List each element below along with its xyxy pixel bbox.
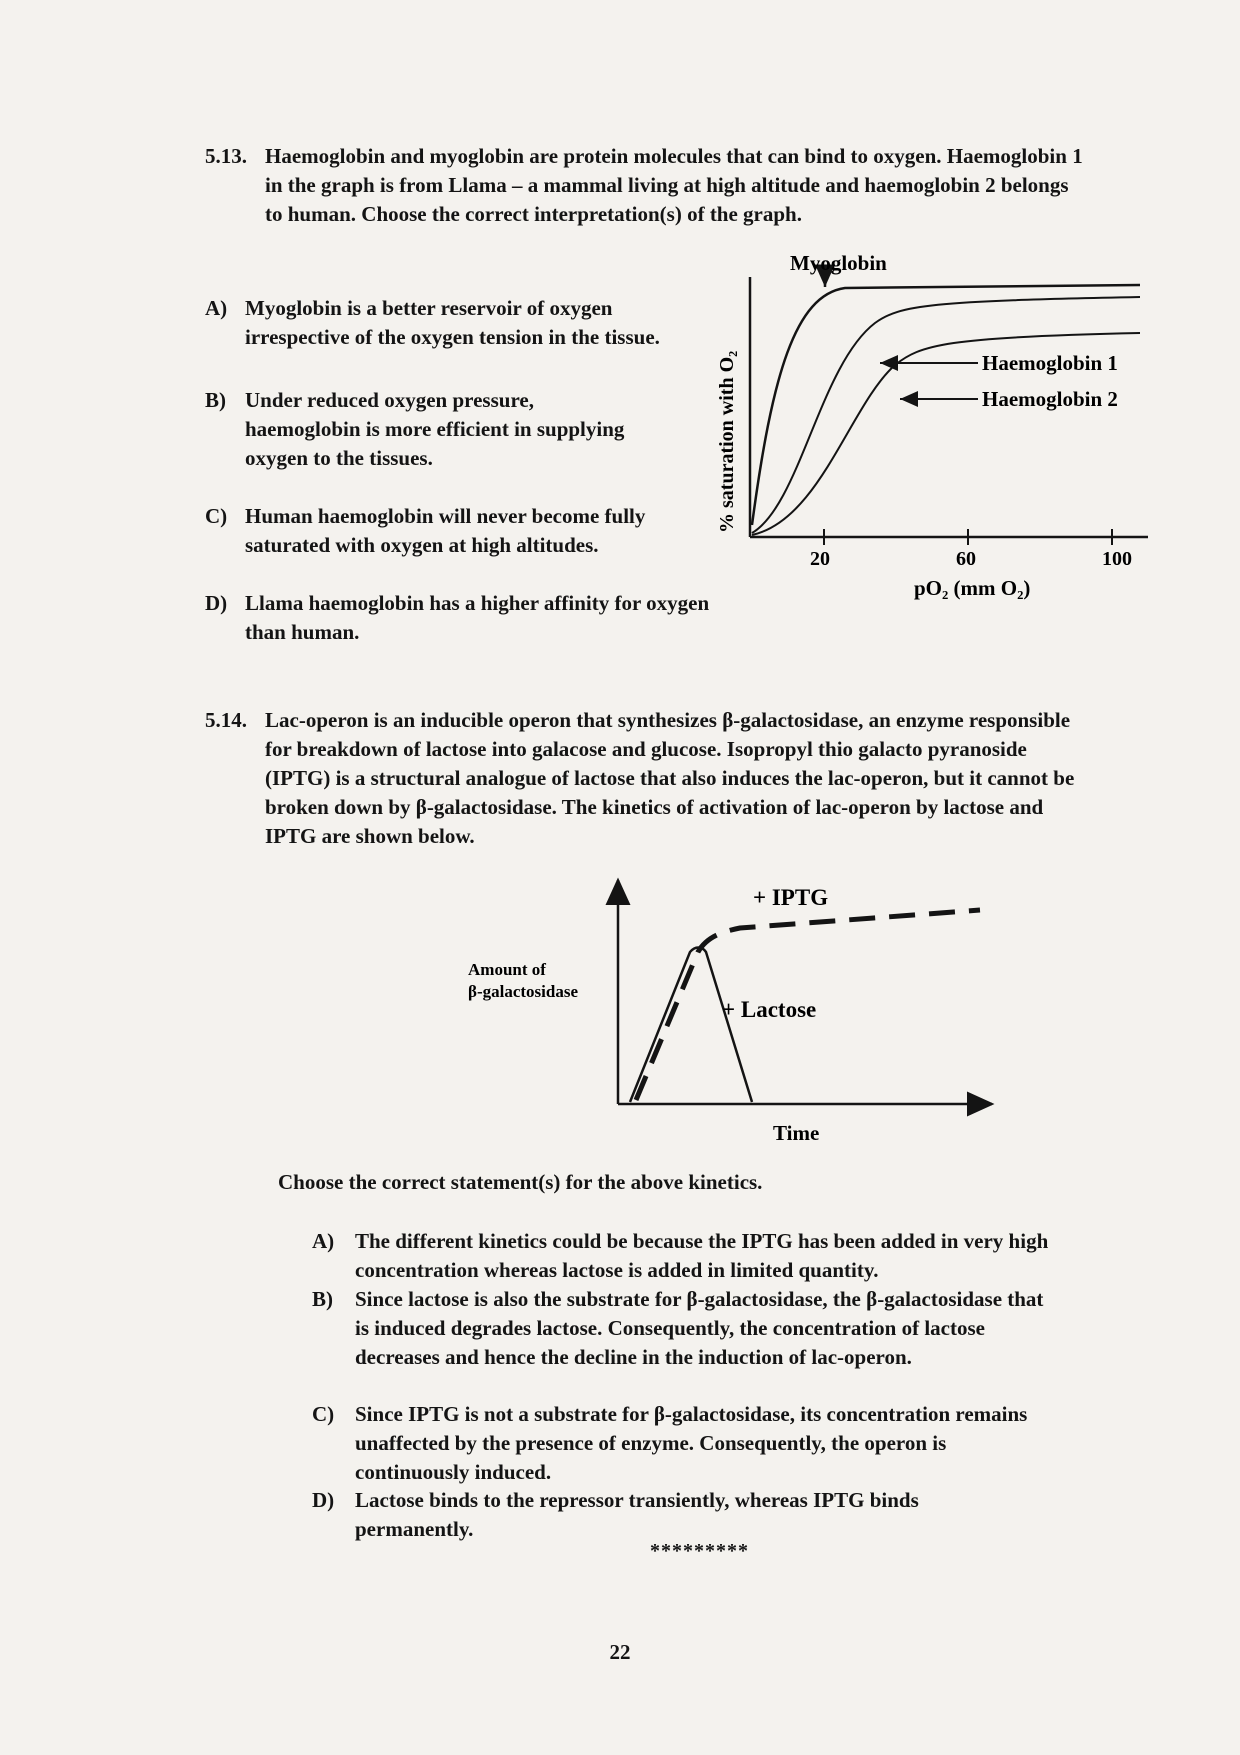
page-number: 22 — [609, 1640, 631, 1664]
option-text: Human haemoglobin will never become fully saturated with oxygen at high altitudes. — [245, 504, 646, 557]
x-tick-label: 20 — [810, 548, 830, 570]
oxygen-saturation-graph — [700, 255, 1160, 615]
option-c — [312, 1400, 1057, 1487]
question-number: 5.14. — [205, 708, 247, 732]
option-b — [312, 1285, 1057, 1372]
haemoglobin-1-label: Haemoglobin 1 — [982, 351, 1118, 375]
y-axis-label: Amount of — [468, 960, 546, 979]
option-text: Since lactose is also the substrate for β-galactosidase, the β-galactosidase that is induced degrades lactose. Consequently, the concentration of lactose decreases and hence the decline in the induction of lac-operon. — [355, 1287, 1044, 1369]
x-tick-label: 60 — [956, 548, 976, 570]
statement-prompt: Choose the correct statement(s) for the above kinetics. — [278, 1170, 763, 1194]
option-a — [312, 1227, 1067, 1285]
option-label: C) — [312, 1402, 335, 1426]
question-text: Haemoglobin and myoglobin are protein molecules that can bind to oxygen. Haemoglobin 1 in the graph is from Llama – a mammal living at high altitude and haemoglobin 2 belongs to human. Choose the correct interpretation(s) of the graph. — [265, 144, 1083, 226]
option-a — [205, 294, 695, 352]
y-axis-label: % saturation with O₂ — [716, 350, 738, 533]
question-text: Lac-operon is an inducible operon that synthesizes β-galactosidase, an enzyme responsible for breakdown of lactose into galacose and glucose. Isopropyl thio galacto pyranoside (IPTG) is a structural analogue of lactose that also induces the lac-operon, but it cannot be broken down by β-galactosidase. The kinetics of activation of lac-operon by lactose and IPTG are shown below. — [265, 708, 1075, 848]
option-c — [205, 502, 675, 560]
option-label: D) — [205, 591, 228, 615]
option-d — [205, 589, 725, 647]
option-label: B) — [312, 1287, 333, 1311]
option-b — [205, 386, 645, 473]
question-5-14 — [205, 706, 1075, 851]
option-label: A) — [205, 296, 228, 320]
option-label: C) — [205, 504, 228, 528]
option-label: A) — [312, 1229, 335, 1253]
myoglobin-label: Myoglobin — [790, 255, 887, 275]
x-axis-label: pO₂ (mm O₂) — [914, 576, 1031, 600]
option-text: Myoglobin is a better reservoir of oxygen irrespective of the oxygen tension in the tissue. — [245, 296, 660, 349]
option-text: Since IPTG is not a substrate for β-galactosidase, its concentration remains unaffected by the presence of enzyme. Consequently, the operon is continuously induced. — [355, 1402, 1028, 1484]
lac-operon-kinetics-graph — [440, 870, 1000, 1160]
lactose-label: + Lactose — [722, 997, 817, 1022]
option-d — [312, 1486, 1012, 1544]
option-text: Llama haemoglobin has a higher affinity for oxygen than human. — [245, 591, 710, 644]
haemoglobin-1-curve — [752, 297, 1140, 533]
option-text: Lactose binds to the repressor transiently, whereas IPTG binds permanently. — [355, 1488, 919, 1541]
x-axis-label: Time — [773, 1121, 820, 1145]
option-text: The different kinetics could be because the IPTG has been added in very high concentration whereas lactose is added in limited quantity. — [355, 1229, 1049, 1282]
option-label: D) — [312, 1488, 335, 1512]
end-marker: ********* — [650, 1540, 749, 1562]
haemoglobin-2-label: Haemoglobin 2 — [982, 387, 1118, 411]
question-number: 5.13. — [205, 144, 247, 168]
x-tick-label: 100 — [1102, 548, 1132, 570]
iptg-label: + IPTG — [753, 885, 829, 910]
option-text: Under reduced oxygen pressure, haemoglobin is more efficient in supplying oxygen to the tissues. — [245, 388, 625, 470]
option-label: B) — [205, 388, 226, 412]
y-axis-label: β-galactosidase — [468, 982, 579, 1001]
question-5-13 — [205, 142, 1085, 229]
